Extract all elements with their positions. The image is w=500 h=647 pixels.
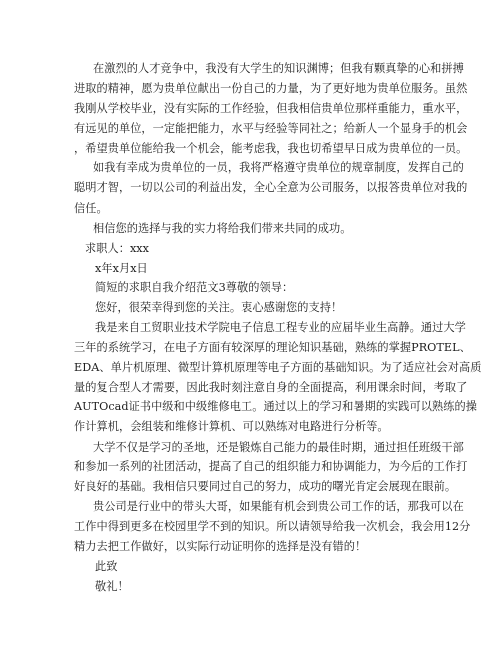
paragraph-line: 聪明才智，一切以公司的利益出发，全心全意为公司服务，以报答贵单位对我的 [74, 181, 468, 194]
paragraph-line: 有远见的单位，一定能把能力，水平与经验等同社之；给新人一个显身手的机会 [74, 122, 468, 135]
paragraph-line: 精力去把工作做好，以实际行动证明你的选择是没有错的！ [74, 540, 367, 553]
paragraph-line: 我是来自工贸职业技术学院电子信息工程专业的应届毕业生高静。通过大学 [95, 321, 466, 334]
paragraph-line: 三年的系统学习，在电子方面有较深厚的理论知识基础，熟练的掌握PROTEL、 [74, 341, 471, 354]
paragraph-line: 信任。 [74, 202, 108, 215]
signer-line: 求职人：xxx [85, 242, 150, 255]
paragraph-line: 工作中得到更多在校园里学不到的知识。所以请领导给我一次机会，我会用12分 [74, 520, 471, 533]
paragraph-line: 如我有幸成为贵单位的一员，我将严格遵守贵单位的规章制度，发挥自己的 [93, 161, 464, 174]
closing-line: 此致 [95, 560, 118, 573]
paragraph-line: 量的复合型人才需要，因此我时刻注意自身的全面提高，利用课余时间，考取了 [74, 381, 468, 394]
paragraph-line: 贵公司是行业中的带头大哥，如果能有机会到贵公司工作的话，那我可以在 [93, 500, 464, 513]
paragraph-line: 大学不仅是学习的圣地，还是锻炼自己能力的最佳时期，通过担任班级干部 [93, 441, 464, 454]
paragraph-line: ，希望贵单位能给我一个机会，能考虑我，我也切希望早日成为贵单位的一员。 [74, 142, 468, 155]
paragraph-line: 进取的精神，愿为贵单位献出一份自己的力量，为了更好地为贵单位服务。虽然 [74, 82, 468, 95]
paragraph-line: EDA、单片机原理、微型计算机原理等电子方面的基础知识。为了适应社会对高质 [74, 361, 482, 374]
paragraph-line: 我刚从学校毕业，没有实际的工作经验，但我相信贵单位那样重能力，重水平， [74, 102, 468, 115]
paragraph-line: 相信您的选择与我的实力将给我们带来共同的成功。 [93, 222, 352, 235]
paragraph-line: 作计算机，会组装和维修计算机、可以熟练对电路进行分析等。 [74, 420, 389, 433]
date-line: x年x月x日 [95, 262, 148, 275]
paragraph-line: 好良好的基础。我相信只要同过自己的努力，成功的曙光肯定会展现在眼前。 [74, 480, 457, 493]
paragraph-line: 和参加一系列的社团活动，提高了自己的组织能力和协调能力，为今后的工作打 [74, 460, 468, 473]
greeting-line: 您好，很荣幸得到您的关注。衷心感谢您的支持！ [95, 301, 343, 314]
section-title: 简短的求职自我介绍范文3尊敬的领导： [95, 281, 294, 294]
salutation-line: 敬礼！ [95, 580, 129, 593]
paragraph-line: AUTOcad证书中级和中级维修电工。通过以上的学习和暑期的实践可以熟练的操 [74, 400, 477, 413]
paragraph-line: 在激烈的人才竞争中，我没有大学生的知识渊博；但我有颗真挚的心和拼搏 [93, 62, 464, 75]
